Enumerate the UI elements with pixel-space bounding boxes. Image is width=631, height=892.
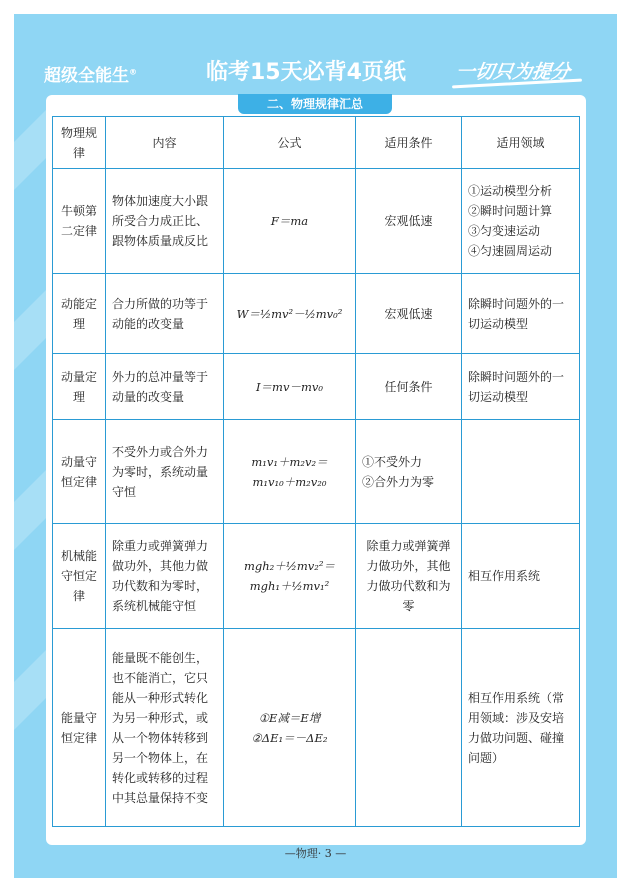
law-formula-cell: m₁v₁＋m₂v₂＝ m₁v₁₀＋m₂v₂₀ [224,420,356,524]
law-field-cell [462,420,580,524]
slogan: 一切只为提分 [454,61,572,83]
table-header-row [53,117,580,169]
law-content-cell: 除重力或弹簧弹力做功外，其他力做功代数和为零时，系统机械能守恒 [106,524,224,629]
column-header: 物理规律 [53,117,106,169]
law-content-cell: 外力的总冲量等于动量的改变量 [106,354,224,420]
law-condition-cell: 宏观低速 [356,169,462,274]
column-header: 公式 [224,117,356,169]
table-row [53,420,580,524]
law-name-cell: 动能定理 [53,274,106,354]
law-condition-cell: 任何条件 [356,354,462,420]
brand-logo [44,61,137,86]
law-content-cell: 不受外力或合外力为零时，系统动量守恒 [106,420,224,524]
registered-mark: ® [129,67,137,77]
law-field-cell: 相互作用系统 [462,524,580,629]
brand-name: 超级全能生 [44,66,129,86]
table-row [53,274,580,354]
physics-laws-table [52,116,580,827]
law-content-cell: 能量既不能创生，也不能消亡，它只能从一种形式转化为另一种形式，或从一个物体转移到另一个物体上，在转化或转移的过程中其总量保持不变 [106,629,224,827]
column-header: 适用领域 [462,117,580,169]
table-row [53,354,580,420]
law-formula-cell: W＝½mv²－½mv₀² [224,274,356,354]
law-formula-cell: ①E减＝E增 ②ΔE₁＝－ΔE₂ [224,629,356,827]
table-row [53,169,580,274]
page-title: 临考15天必背4页纸 [206,60,406,85]
law-condition-cell: ①不受外力 ②合外力为零 [356,420,462,524]
law-condition-cell [356,629,462,827]
law-content-cell: 合力所做的功等于动能的改变量 [106,274,224,354]
column-header: 适用条件 [356,117,462,169]
law-formula-cell: mgh₂＋½mv₂²＝ mgh₁＋½mv₁² [224,524,356,629]
law-field-cell: ①运动模型分析 ②瞬时问题计算 ③匀变速运动 ④匀速圆周运动 [462,169,580,274]
law-name-cell: 机械能守恒定律 [53,524,106,629]
column-header: 内容 [106,117,224,169]
law-field-cell: 相互作用系统（常用领域：涉及安培力做功问题、碰撞问题） [462,629,580,827]
law-formula-cell: F＝ma [224,169,356,274]
law-field-cell: 除瞬时问题外的一切运动模型 [462,354,580,420]
law-name-cell: 动量定理 [53,354,106,420]
table-row [53,524,580,629]
page-footer: —物理· 3 — [284,847,347,860]
law-name-cell: 动量守恒定律 [53,420,106,524]
law-condition-cell: 宏观低速 [356,274,462,354]
section-title: 二、物理规律汇总 [238,94,392,114]
law-formula-cell: I＝mv－mv₀ [224,354,356,420]
law-name-cell: 牛顿第二定律 [53,169,106,274]
law-name-cell: 能量守恒定律 [53,629,106,827]
law-content-cell: 物体加速度大小跟所受合力成正比、跟物体质量成反比 [106,169,224,274]
table-row [53,629,580,827]
law-field-cell: 除瞬时问题外的一切运动模型 [462,274,580,354]
law-condition-cell: 除重力或弹簧弹力做功外，其他力做功代数和为零 [356,524,462,629]
